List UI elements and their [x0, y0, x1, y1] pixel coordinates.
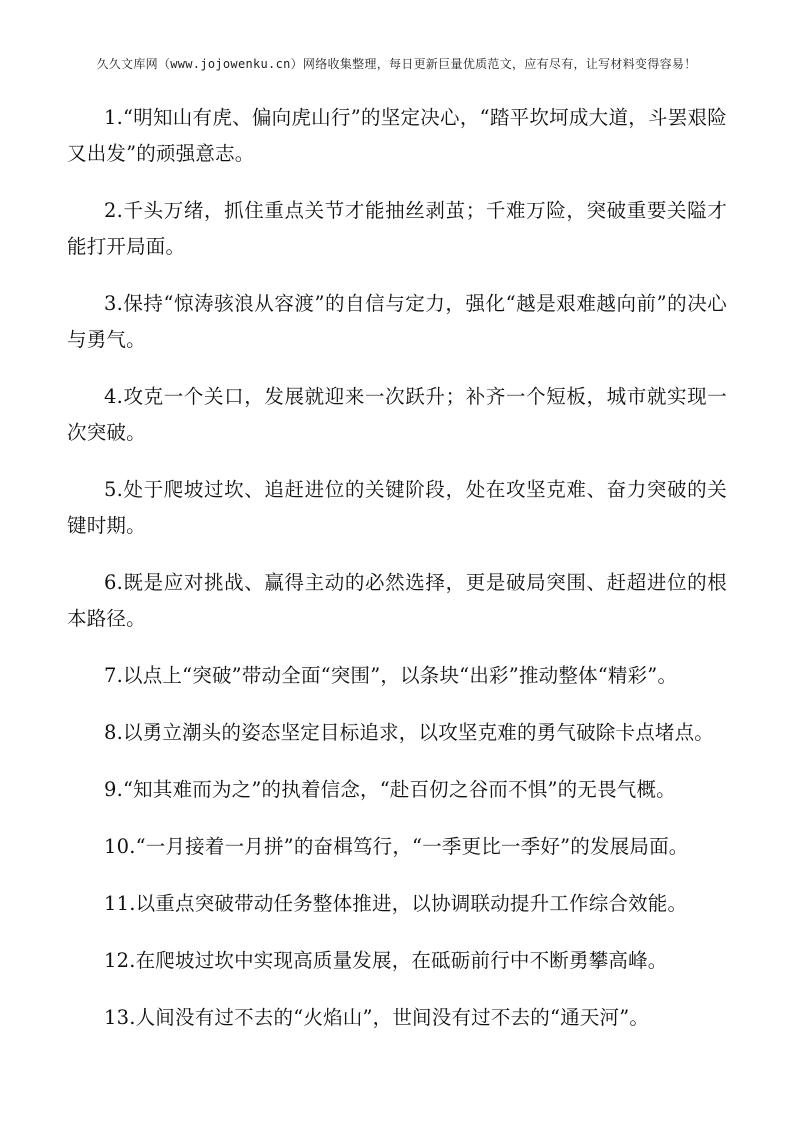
list-item: 11.以重点突破带动任务整体推进，以协调联动提升工作综合效能。: [104, 892, 688, 915]
list-item: 1.“明知山有虎、偏向虎山行”的坚定决心，“踏平坎坷成大道，斗罢艰险又出发”的顽强意志。: [67, 106, 727, 165]
list-item: 9.“知其难而为之”的执着信念，“赴百仞之谷而不惧”的无畏气概。: [104, 778, 676, 801]
document-body: [67, 100, 727, 1057]
list-item: 10.“一月接着一月拼”的奋楫笃行，“一季更比一季好”的发展局面。: [104, 835, 689, 858]
list-item: 5.处于爬坡过坎、追赶进位的关键阶段，处在攻坚克难、奋力突破的关键时期。: [67, 478, 727, 537]
list-item: 7.以点上“突破”带动全面“突围”，以条块“出彩”推动整体“精彩”。: [104, 664, 678, 687]
list-item: 12.在爬坡过坎中实现高质量发展，在砥砺前行中不断勇攀高峰。: [104, 949, 668, 972]
list-item: 2.千头万绪，抓住重点关节才能抽丝剥茧；千难万险，突破重要关隘才能打开局面。: [67, 199, 727, 258]
list-item: 6.既是应对挑战、赢得主动的必然选择，更是破局突围、赶超进位的根本路径。: [67, 571, 727, 630]
page-header: 久久文库网（www.jojowenku.cn）网络收集整理，每日更新巨量优质范文，应有尽有，让写材料变得容易！: [96, 57, 697, 71]
list-item: 4.攻克一个关口，发展就迎来一次跃升；补齐一个短板，城市就实现一次突破。: [67, 385, 727, 444]
list-item: 3.保持“惊涛骇浪从容渡”的自信与定力，强化“越是艰难越向前”的决心与勇气。: [67, 292, 727, 351]
list-item: 8.以勇立潮头的姿态坚定目标追求，以攻坚克难的勇气破除卡点堵点。: [104, 721, 715, 744]
list-item: 13.人间没有过不去的“火焰山”，世间没有过不去的“通天河”。: [104, 1006, 650, 1029]
